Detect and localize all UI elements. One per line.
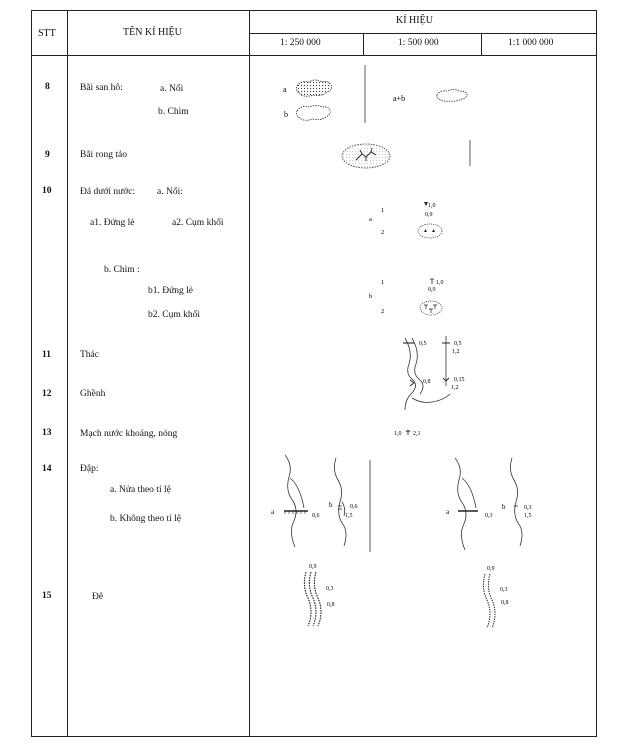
row-sub-b: b. Chìm: [158, 107, 189, 117]
row-stt: 14: [42, 464, 52, 474]
dam-symbol-1m: [446, 458, 532, 550]
header-name: TÊN KÍ HIỆU: [123, 27, 182, 38]
header-stt: STT: [38, 28, 56, 39]
coral-label-ab: a+b: [393, 94, 406, 103]
rock-submerged-symbol: [369, 279, 444, 315]
dam-dim-5: 0,3: [524, 505, 532, 511]
row-sub-a: a. Nổi: [160, 84, 184, 94]
row-name: Đá dưới nước:: [80, 187, 136, 197]
falls-dim-5: 0,15: [454, 377, 465, 383]
dyke-symbol-250k: [304, 564, 334, 626]
dyke-dim-4: 0,9: [487, 566, 495, 572]
rock-label-1b: 1: [381, 279, 385, 286]
dam-dim-4: 0,3: [485, 513, 493, 519]
dyke-symbol-1m: [483, 566, 508, 628]
header-scale-500k: 1: 500 000: [398, 38, 439, 48]
row-stt: 10: [42, 186, 52, 196]
rock-dim-3: 1,0: [436, 280, 444, 286]
row-stt: 15: [42, 591, 52, 601]
coral-label-a: a: [283, 85, 287, 94]
row-stt: 8: [45, 82, 50, 92]
row-name: Bãi san hô:: [80, 83, 123, 93]
dam-label-a: a: [271, 508, 275, 516]
row-name: Ghềnh: [80, 389, 106, 399]
rock-dim-4: 0,9: [428, 287, 436, 293]
dyke-dim-1: 0,9: [309, 564, 317, 570]
row-name: Thác: [80, 350, 99, 360]
row-sub-b: b. Không theo tỉ lệ: [110, 514, 181, 524]
row-sub-a: a. Nửa theo tỉ lệ: [110, 485, 171, 495]
rock-dim-1: 1,0: [428, 203, 436, 209]
mineral-spring-symbol: [394, 430, 421, 437]
row-b1: b1. Đứng lẻ: [148, 286, 193, 296]
falls-dim-6: 1,2: [451, 385, 459, 391]
seaweed-bed-symbol: [342, 140, 470, 168]
row-b2: b2. Cụm khối: [148, 310, 200, 320]
row-stt: 9: [45, 150, 50, 160]
row-stt: 12: [42, 389, 52, 399]
header-symbol: KÍ HIỆU: [396, 15, 433, 26]
dam-label-a2: a: [446, 508, 450, 516]
row-stt: 11: [42, 350, 51, 360]
spring-dim-2: 2,1: [413, 431, 421, 437]
row-sub-a: a. Nổi:: [157, 187, 183, 197]
rock-label-b: b: [369, 293, 373, 300]
rock-dim-2: 0,9: [425, 212, 433, 218]
coral-reef-symbol: [283, 65, 467, 123]
rock-floating-symbol: [369, 202, 442, 238]
dyke-dim-2: 0,3: [326, 586, 334, 592]
rock-label-a: a: [369, 216, 372, 223]
dam-dim-3: 1,5: [345, 513, 353, 519]
dam-dim-6: 1,5: [524, 513, 532, 519]
rock-label-1: 1: [381, 207, 385, 214]
dam-symbol-250k: [271, 455, 370, 552]
rock-label-2b: 2: [381, 308, 385, 315]
falls-dim-4: 1,2: [452, 349, 460, 355]
header-scale-250k: 1: 250 000: [280, 38, 321, 48]
row-name: Đê: [92, 592, 104, 602]
header-scale-1m: 1:1 000 000: [508, 38, 554, 48]
row-name: Mạch nước khoáng, nóng: [80, 429, 178, 439]
row-a2: a2. Cụm khối: [172, 218, 224, 228]
dyke-dim-5: 0,3: [500, 587, 508, 593]
dam-dim-1: 0,6: [312, 513, 320, 519]
row-sub-b: b. Chìm :: [104, 265, 140, 275]
row-name: Đập:: [80, 464, 99, 474]
dyke-dim-3: 0,8: [327, 602, 335, 608]
dam-label-b: b: [329, 501, 333, 509]
spring-dim-1: 1,0: [394, 431, 402, 437]
falls-dim-3: 0,5: [454, 341, 462, 347]
falls-dim-2: 0,8: [423, 379, 431, 385]
row-stt: 13: [42, 428, 52, 438]
coral-label-b: b: [284, 110, 288, 119]
dyke-dim-6: 0,8: [501, 600, 509, 606]
dam-dim-2: 0,6: [350, 504, 358, 510]
rock-label-2: 2: [381, 229, 385, 236]
row-name: Bãi rong tảo: [80, 150, 127, 160]
falls-dim-1: 0,5: [419, 341, 427, 347]
dam-label-b2: b: [502, 503, 506, 511]
row-a1: a1. Đứng lẻ: [90, 218, 135, 228]
waterfall-rapids-symbol: [403, 336, 465, 410]
